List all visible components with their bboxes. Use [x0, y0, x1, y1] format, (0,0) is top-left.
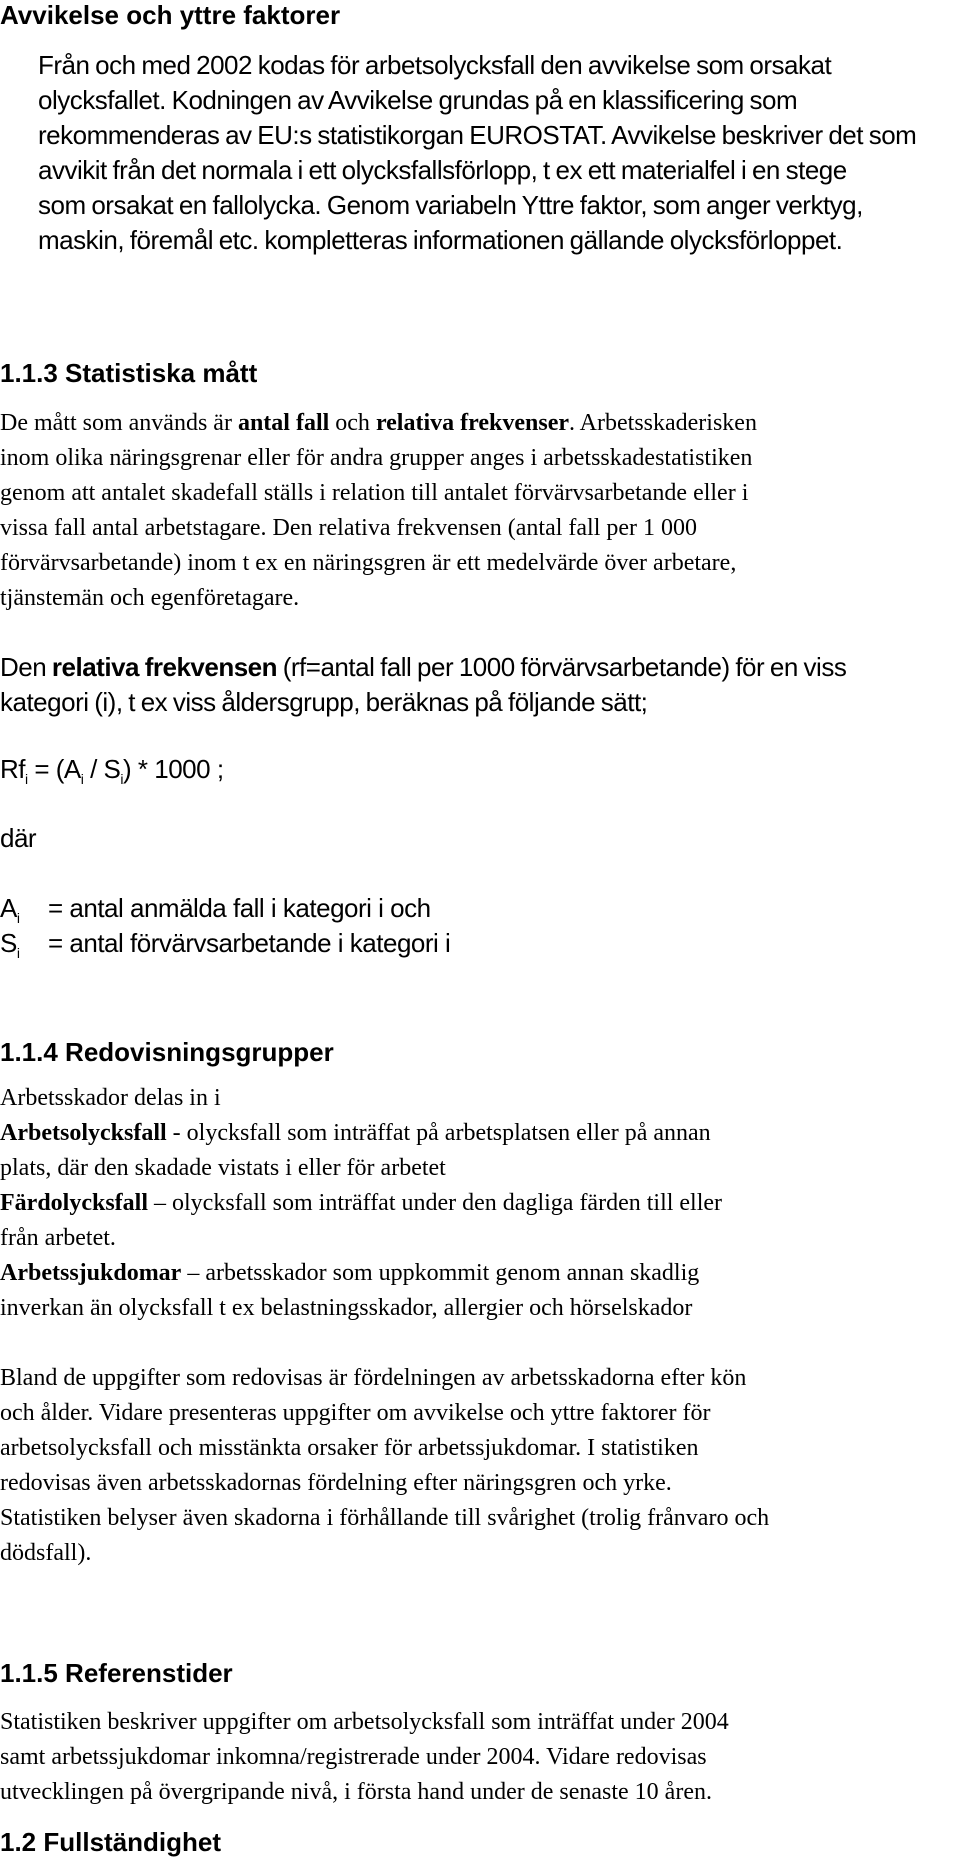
paragraph-avvikelse	[38, 48, 916, 258]
formula-subscript: i	[25, 771, 28, 787]
paragraph-line: Statistiken belyser även skadorna i förhållande till svårighet (trolig frånvaro och	[0, 1505, 770, 1531]
formula-part: ) * 1000 ;	[123, 754, 224, 784]
paragraph-relativ-frekvens	[0, 650, 846, 720]
section-heading-avvikelse: Avvikelse och yttre faktorer	[0, 0, 341, 30]
term-arbetssjukdomar: Arbetssjukdomar	[0, 1260, 182, 1286]
definition-a-text: = antal anmälda fall i kategori i och	[48, 893, 431, 923]
paragraph-line	[0, 1256, 722, 1291]
term-arbetsolycksfall: Arbetsolycksfall	[0, 1120, 167, 1146]
formula-part: / S	[83, 754, 121, 784]
formula	[0, 752, 224, 786]
definition-subscript: i	[16, 945, 20, 961]
paragraph-line: samt arbetssjukdomar inkomna/registrerade under 2004. Vidare redovisas	[0, 1744, 707, 1770]
paragraph-line: arbetsolycksfall och misstänkta orsaker för arbetssjukdomar. I statistiken	[0, 1435, 699, 1461]
definition-s	[0, 926, 19, 960]
term-relativa-frekvenser: relativa frekvenser	[375, 410, 569, 436]
paragraph-line: Arbetsskador delas in i	[0, 1085, 221, 1111]
text-run: – olycksfall som inträffat under den dagliga färden till eller	[148, 1190, 723, 1216]
text-run: (rf=antal fall per 1000 förvärvsarbetande) för en viss	[277, 652, 847, 682]
paragraph-line: utvecklingen på övergripande nivå, i första hand under de senaste 10 åren.	[0, 1779, 712, 1805]
text-run: . Arbetsskaderisken	[569, 410, 757, 436]
paragraph-line: inom olika näringsgrenar eller för andra grupper anges i arbetsskadestatistiken	[0, 445, 753, 471]
term-antal-fall: antal fall	[237, 410, 330, 436]
paragraph-line: olycksfallet. Kodningen av Avvikelse grundas på en klassificering som	[38, 85, 798, 115]
paragraph-line: inverkan än olycksfall t ex belastningsskador, allergier och hörselskador	[0, 1295, 693, 1321]
paragraph-line	[0, 650, 846, 685]
paragraph-line: Statistiken beskriver uppgifter om arbetsolycksfall som inträffat under 2004	[0, 1709, 729, 1735]
paragraph-line: förvärvsarbetande) inom t ex en näringsgren är ett medelvärde över arbetare,	[0, 550, 737, 576]
formula-subscript: i	[80, 771, 84, 787]
text-run: De mått som används är	[0, 410, 238, 436]
section-heading-statistiska-matt: 1.1.3 Statistiska mått	[0, 358, 258, 388]
paragraph-line: tjänstemän och egenföretagare.	[0, 585, 300, 611]
paragraph-line: och ålder. Vidare presenteras uppgifter om avvikelse och yttre faktorer för	[0, 1400, 711, 1426]
paragraph-line: Från och med 2002 kodas för arbetsolycksfall den avvikelse som orsakat	[38, 50, 832, 80]
section-heading-referenstider: 1.1.5 Referenstider	[0, 1658, 233, 1688]
paragraph-line: som orsakat en fallolycka. Genom variabeln Yttre faktor, som anger verktyg,	[38, 190, 863, 220]
paragraph-line: maskin, föremål etc. kompletteras informationen gällande olycksförloppet.	[38, 225, 843, 255]
paragraph-line	[0, 1186, 722, 1221]
text-run: - olycksfall som inträffat på arbetsplatsen eller på annan	[166, 1120, 711, 1146]
paragraph-line: Bland de uppgifter som redovisas är fördelningen av arbetsskadorna efter kön	[0, 1365, 747, 1391]
definition-subscript: i	[16, 910, 20, 926]
paragraph-redovisningsgrupper	[0, 1081, 722, 1326]
paragraph-line	[0, 406, 757, 441]
formula-part: = (A	[27, 754, 81, 784]
paragraph-uppgifter	[0, 1361, 769, 1571]
paragraph-line: vissa fall antal arbetstagare. Den relativa frekvensen (antal fall per 1 000	[0, 515, 698, 541]
paragraph-referenstider	[0, 1705, 729, 1810]
paragraph-line: redovisas även arbetsskadornas fördelning efter näringsgren och yrke.	[0, 1470, 672, 1496]
paragraph-line: dödsfall).	[0, 1540, 92, 1566]
definition-a	[0, 891, 19, 925]
dar-label: där	[0, 823, 37, 853]
paragraph-line: från arbetet.	[0, 1225, 116, 1251]
term-fardolycksfall: Färdolycksfall	[0, 1190, 148, 1216]
text-run: och	[329, 410, 376, 436]
definition-symbol: S	[0, 928, 17, 958]
formula-subscript: i	[120, 771, 124, 787]
definition-s-text: = antal förvärvsarbetande i kategori i	[48, 928, 451, 958]
paragraph-line	[0, 1116, 722, 1151]
paragraph-line: avvikit från det normala i ett olycksfallsförlopp, t ex ett materialfel i en stege	[38, 155, 847, 185]
term-relativa-frekvensen: relativa frekvensen	[51, 652, 278, 682]
paragraph-statistiska-matt	[0, 406, 757, 616]
section-heading-fullstandighet: 1.2 Fullständighet	[0, 1827, 222, 1857]
formula-rf: Rf	[0, 754, 25, 784]
paragraph-line: genom att antalet skadefall ställs i relation till antalet förvärvsarbetande eller i	[0, 480, 749, 506]
definition-symbol: A	[0, 893, 17, 923]
paragraph-line: plats, där den skadade vistats i eller för arbetet	[0, 1155, 446, 1181]
text-run: – arbetsskador som uppkommit genom annan skadlig	[181, 1260, 700, 1286]
section-heading-redovisningsgrupper: 1.1.4 Redovisningsgrupper	[0, 1037, 334, 1067]
paragraph-line: rekommenderas av EU:s statistikorgan EUROSTAT. Avvikelse beskriver det som	[38, 120, 917, 150]
paragraph-line: kategori (i), t ex viss åldersgrupp, beräknas på följande sätt;	[0, 687, 648, 717]
text-run: Den	[0, 652, 52, 682]
